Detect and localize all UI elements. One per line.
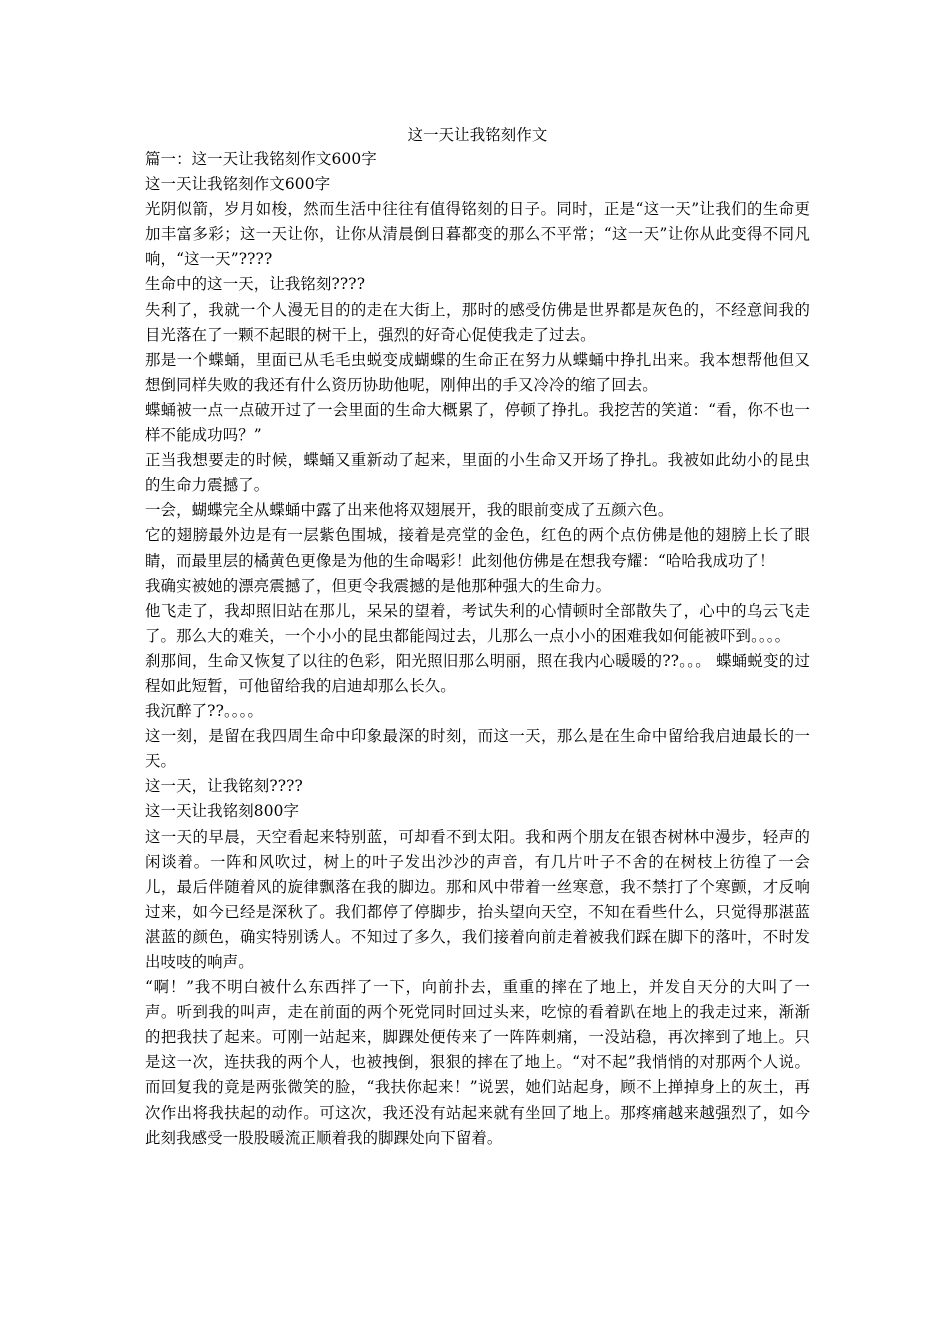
paragraph: 刹那间，生命又恢复了以往的色彩，阳光照旧那么明丽，照在我内心暖暖的??。。。 蝶蛹蜕变的过程如此短暂，可他留给我的启迪却那么长久。 <box>145 651 810 695</box>
paragraph: 这一天，让我铭刻???? <box>145 777 303 796</box>
paragraph: 这一天让我铭刻800字 <box>145 802 300 821</box>
paragraph: 我确实被她的漂亮震撼了，但更令我震撼的是他那种强大的生命力。 <box>145 576 612 595</box>
paragraph: 蝶蛹被一点一点破开过了一会里面的生命大概累了，停顿了挣扎。我挖苦的笑道：“看，你不也一样不能成功吗？” <box>145 400 810 445</box>
paragraph: 正当我想要走的时候，蝶蛹又重新动了起来，里面的小生命又开场了挣扎。我被如此幼小的昆虫的生命力震撼了。 <box>145 451 810 495</box>
paragraph: 篇一：这一天让我铭刻作文600字 <box>145 150 377 168</box>
paragraph-list <box>145 147 810 1151</box>
paragraph: 一会，蝴蝶完全从蝶蛹中露了出来他将双翅展开，我的眼前变成了五颜六色。 <box>145 501 674 520</box>
paragraph: 它的翅膀最外边是有一层紫色围城，接着是亮堂的金色，红色的两个点仿佛是他的翅膀上长了眼睛，而最里层的橘黄色更像是为他的生命喝彩！此刻他仿佛是在想我夸耀：“哈哈我成功了！ <box>145 526 810 570</box>
paragraph: 这一天让我铭刻作文600字 <box>145 175 331 194</box>
document-body <box>145 120 810 1151</box>
paragraph: 这一天的早晨，天空看起来特别蓝，可却看不到太阳。我和两个朋友在银杏树林中漫步，轻声的闲谈着。一阵和风吹过，树上的叶子发出沙沙的声音，有几片叶子不舍的在树枝上彷徨了一会儿，最后伴随着风的旋律飘落在我的脚边。那和风中带着一丝寒意，我不禁打了个寒颤，才反响过来，如今已经是深秋了。我们都停了停脚步，抬头望向天空，不知在看些什么，只觉得那湛蓝湛蓝的颜色，确实特别诱人。不知过了多久，我们接着向前走着被我们踩在脚下的落叶，不时发出吱吱的响声。 <box>145 827 810 971</box>
paragraph: 这一刻，是留在我四周生命中印象最深的时刻，而这一天，那么是在生命中留给我启迪最长的一天。 <box>145 727 810 771</box>
paragraph: 生命中的这一天，让我铭刻???? <box>145 275 366 294</box>
paragraph: 失利了，我就一个人漫无目的的走在大街上，那时的感受仿佛是世界都是灰色的，不经意间我的目光落在了一颗不起眼的树干上，强烈的好奇心促使我走了过去。 <box>145 300 810 344</box>
paragraph: 我沉醉了??。。。。 <box>145 702 264 721</box>
paragraph: 那是一个蝶蛹，里面已从毛毛虫蜕变成蝴蝶的生命正在努力从蝶蛹中挣扎出来。我本想帮他但又想倒同样失败的我还有什么资历协助他呢，刚伸出的手又冷冷的缩了回去。 <box>145 350 810 394</box>
document-title: 这一天让我铭刻作文 <box>407 126 548 144</box>
paragraph: 他飞走了，我却照旧站在那儿，呆呆的望着，考试失利的心情顿时全部散失了，心中的乌云飞走了。那么大的难关，一个小小的昆虫都能闯过去，儿那么一点小小的困难我如何能被吓到。。。。 <box>145 601 810 645</box>
paragraph: “啊！”我不明白被什么东西拌了一下，向前扑去，重重的摔在了地上，并发自天分的大叫了一声。听到我的叫声，走在前面的两个死党同时回过头来，吃惊的看着趴在地上的我走过来，渐渐的把我扶了起来。可刚一站起来，脚踝处便传来了一阵阵刺痛，一没站稳，再次摔到了地上。只是这一次，连扶我的两个人，也被拽倒，狠狠的摔在了地上。“对不起”我悄悄的对那两个人说。而回复我的竟是两张微笑的脸，“我扶你起来！”说罢，她们站起身，顾不上掸掉身上的灰土，再次作出将我扶起的动作。可这次，我还没有站起来就有坐回了地上。那疼痛越来越强烈了，如今此刻我感受一股股暖流正顺着我的脚踝处向下留着。 <box>145 978 810 1147</box>
paragraph: 光阴似箭，岁月如梭，然而生活中往往有值得铭刻的日子。同时，正是“这一天”让我们的生命更加丰富多彩；这一天让你，让你从清晨倒日暮都变的那么不平常；“这一天”让你从此变得不同凡响，“这一天”???? <box>145 200 810 269</box>
